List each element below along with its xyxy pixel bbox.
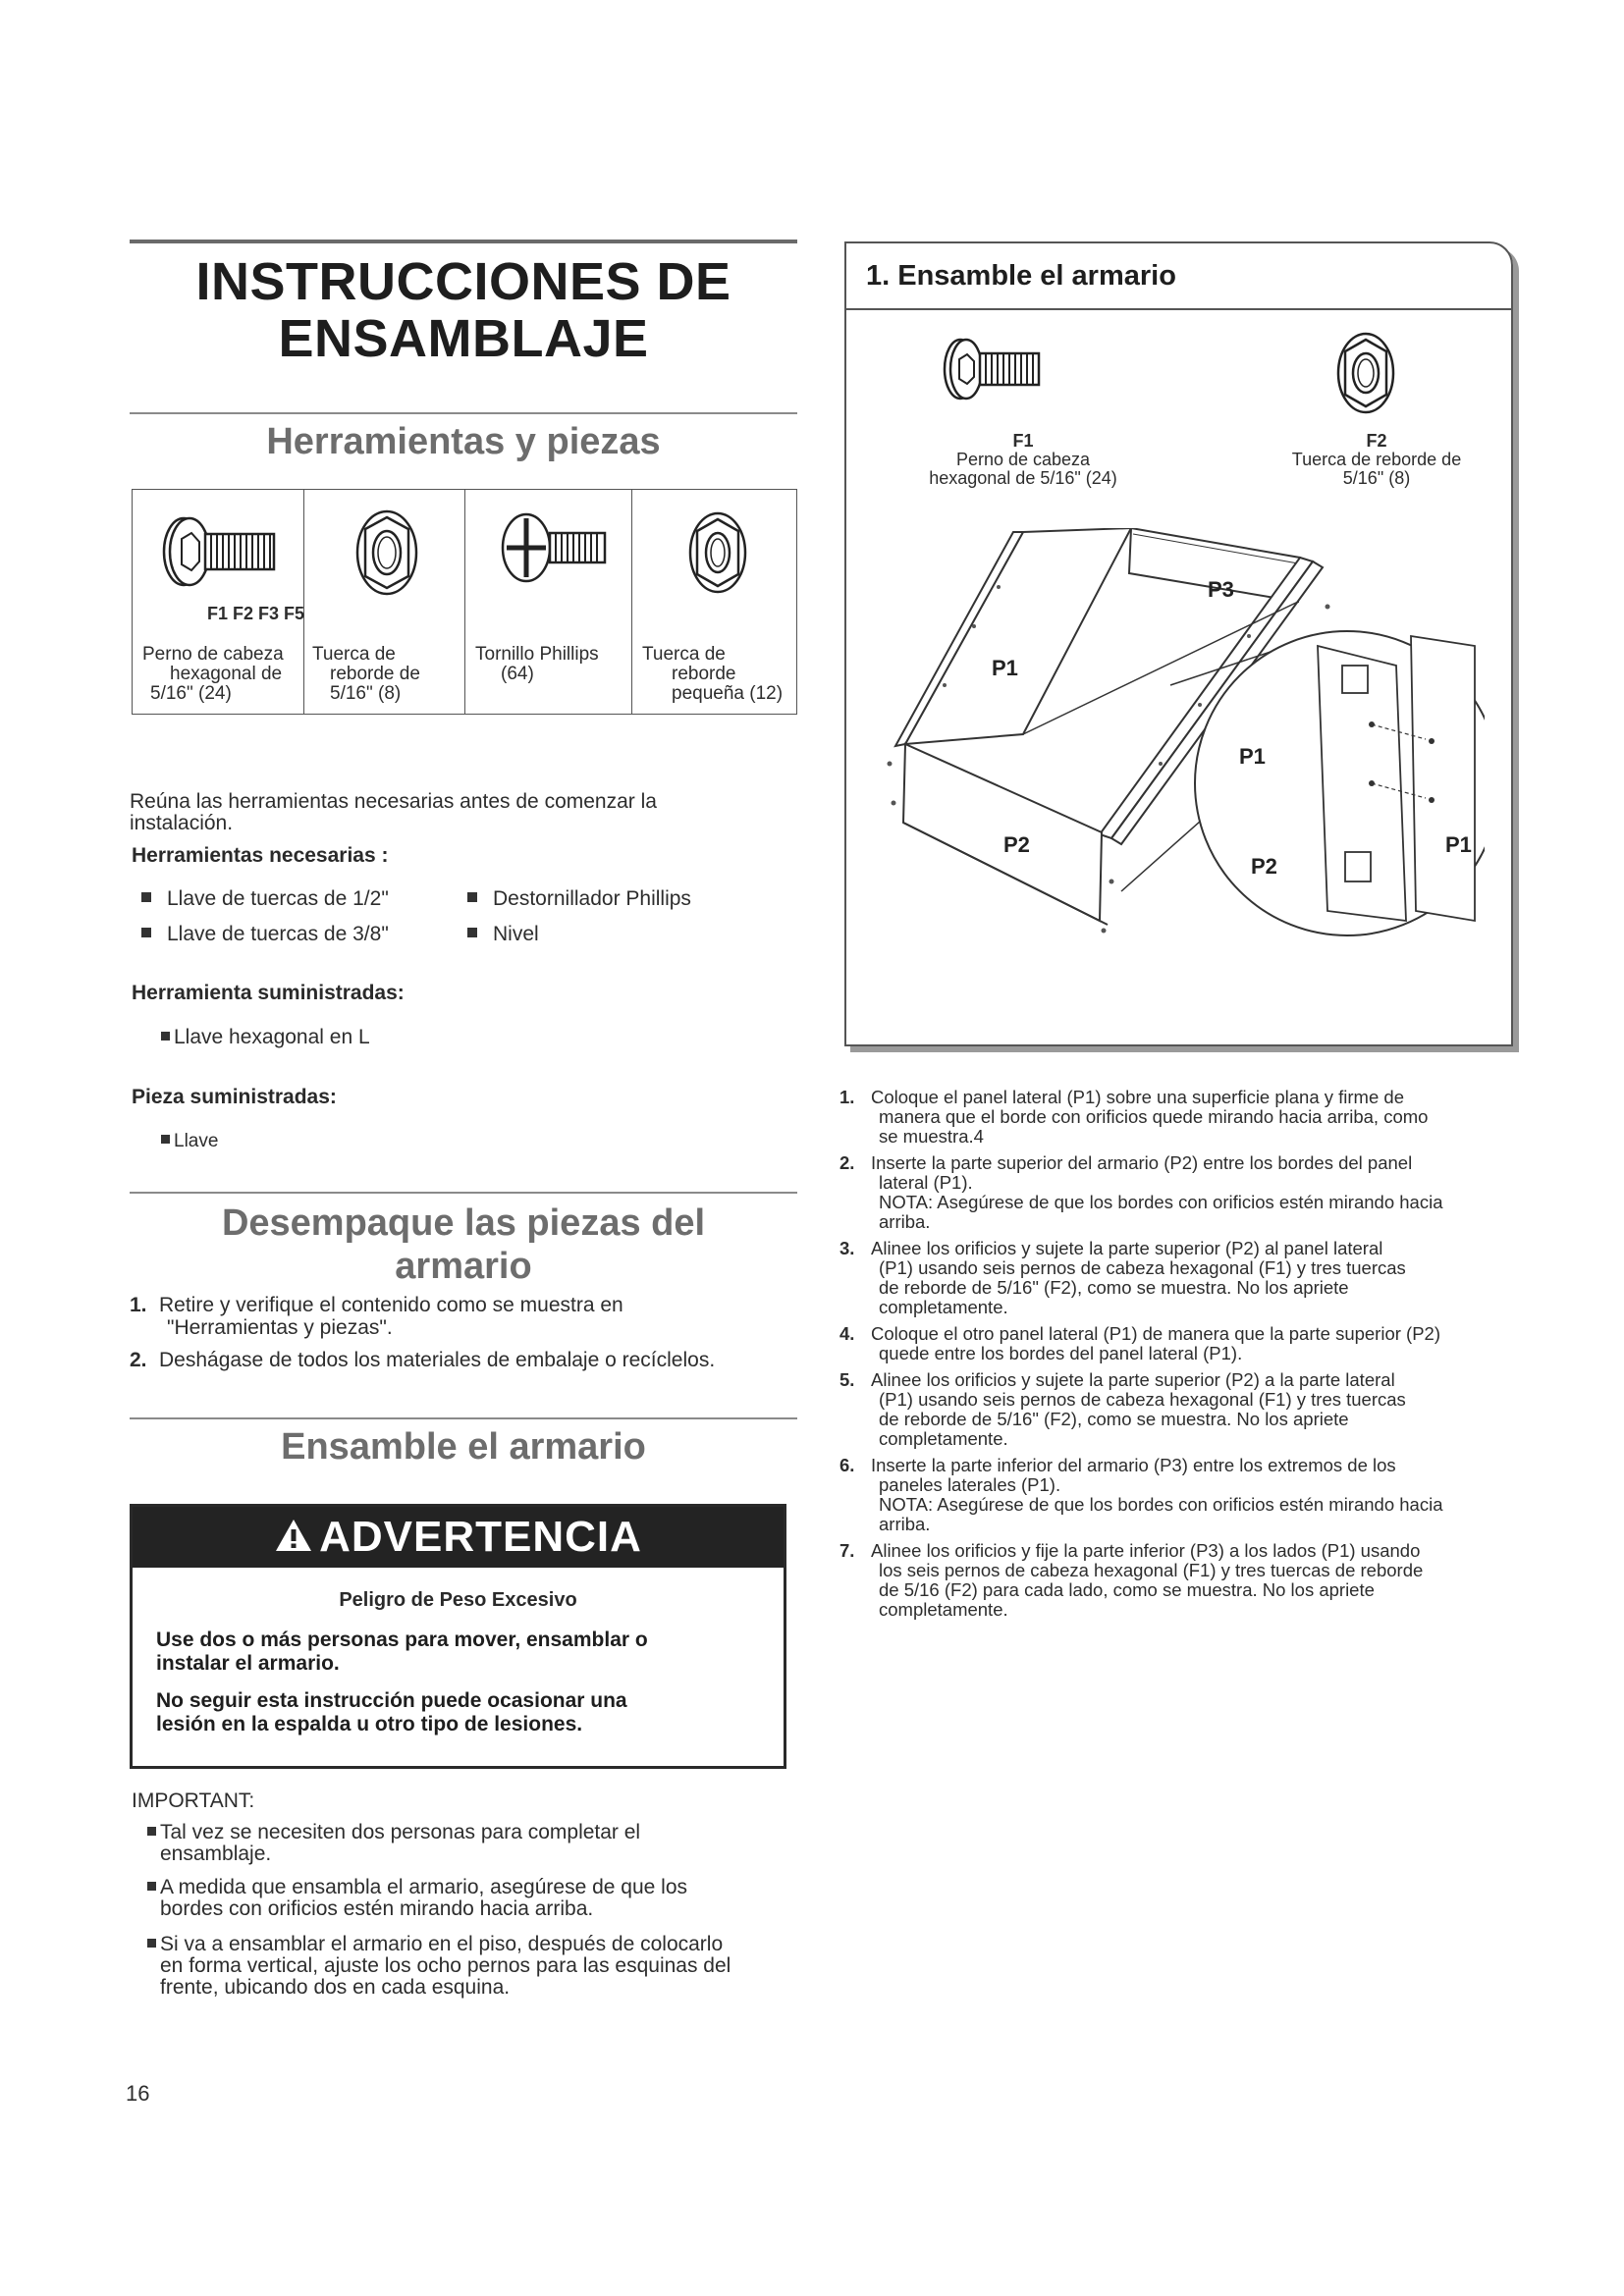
unpack-step: 1. Retire y verifique el contenido como se muestra en "Herramientas y piezas". bbox=[130, 1294, 623, 1339]
bullet-icon bbox=[161, 1032, 170, 1041]
flange-nut-icon bbox=[350, 502, 424, 600]
warning-header: ADVERTENCIA bbox=[133, 1507, 784, 1568]
assembly-step: 3. Alinee los orificios y sujete la parte superior (P2) al panel lateral (P1) usando seis pernos de cabeza hexagonal (F1) y tres tuercas de reborde de 5/16" (F2), como se muestra. No los apriete completamente. bbox=[839, 1238, 1406, 1317]
small-flange-nut-icon bbox=[683, 504, 752, 598]
supplied-part-item: Llave bbox=[161, 1131, 218, 1152]
hex-bolt-icon bbox=[156, 507, 284, 596]
assembly-step: 4. Coloque el otro panel lateral (P1) de manera que la parte superior (P2) quede entre los bordes del panel lateral (P1). bbox=[839, 1323, 1440, 1363]
part-cell-small-flange-nut bbox=[632, 490, 798, 714]
assembly-step: 6. Inserte la parte inferior del armario (P3) entre los extremos de los paneles laterales (P1). NOTA: Asegúrese de que los bordes con orificios estén mirando hacia arriba. bbox=[839, 1455, 1443, 1534]
unpack-section-rule bbox=[130, 1192, 797, 1194]
parts-label: F1 F2 F3 F5 bbox=[207, 604, 305, 623]
figure-panel bbox=[844, 241, 1513, 1046]
tool-item: Llave de tuercas de 1/2" bbox=[141, 888, 389, 910]
part-caption: Tuerca de reborde pequeña (12) bbox=[642, 644, 784, 704]
tools-intro: Reúna las herramientas necesarias antes de comenzar la instalación. bbox=[130, 790, 657, 834]
page-title: INSTRUCCIONES DE ENSAMBLAJE bbox=[195, 252, 731, 368]
assembly-step: 1. Coloque el panel lateral (P1) sobre una superficie plana y firme de manera que el borde con orificios quede mirando hacia arriba, como se muestra.4 bbox=[839, 1087, 1429, 1147]
tools-section-rule bbox=[130, 412, 797, 414]
label-p2: P2 bbox=[1003, 832, 1030, 857]
tool-item: Nivel bbox=[467, 924, 539, 945]
assemble-section-rule bbox=[130, 1417, 797, 1419]
tools-needed-label: Herramientas necesarias : bbox=[132, 844, 389, 867]
supplied-parts-label: Pieza suministradas: bbox=[132, 1086, 337, 1108]
part-caption: Tornillo Phillips (64) bbox=[475, 644, 599, 684]
bullet-icon bbox=[141, 928, 151, 937]
bullet-icon bbox=[467, 892, 477, 902]
tools-parts-heading: Herramientas y piezas bbox=[266, 421, 661, 462]
label-p3: P3 bbox=[1208, 577, 1234, 602]
title-top-rule bbox=[130, 240, 797, 243]
part-cell-phillips-screw bbox=[465, 490, 632, 714]
bullet-icon bbox=[161, 1135, 170, 1144]
label-p1-zoom: P1 bbox=[1445, 832, 1472, 857]
bullet-icon bbox=[147, 1939, 156, 1948]
hex-bolt-icon bbox=[937, 330, 1045, 408]
important-item: Tal vez se necesiten dos personas para completar el ensamblaje. bbox=[147, 1822, 795, 1865]
important-label: IMPORTANT: bbox=[132, 1789, 255, 1812]
cabinet-assembly-illustration bbox=[876, 528, 1485, 1039]
bullet-icon bbox=[147, 1827, 156, 1836]
supplied-tools-label: Herramienta suministradas: bbox=[132, 982, 405, 1004]
supplied-tool-item: Llave hexagonal en L bbox=[161, 1027, 370, 1048]
phillips-screw-icon bbox=[493, 504, 611, 592]
important-item: A medida que ensambla el armario, asegúrese de que los bordes con orificios estén mirando hacia arriba. bbox=[147, 1877, 795, 1920]
part-caption: Tuerca de reborde de 5/16" (8) bbox=[312, 644, 420, 704]
label-p1-right: P1 bbox=[1239, 744, 1266, 769]
part-cell-flange-nut bbox=[304, 490, 465, 714]
bullet-icon bbox=[141, 892, 151, 902]
unpack-steps bbox=[130, 1294, 807, 1381]
figure-heading: 1. Ensamble el armario bbox=[846, 243, 1511, 310]
f2-caption: F2 Tuerca de reborde de 5/16" (8) bbox=[1291, 431, 1462, 488]
label-p2-zoom: P2 bbox=[1251, 854, 1277, 879]
warning-subtitle: Peligro de Peso Excesivo bbox=[339, 1589, 577, 1611]
f1-caption: F1 Perno de cabeza hexagonal de 5/16" (24) bbox=[929, 431, 1117, 488]
page-number: 16 bbox=[126, 2081, 150, 2106]
tool-item: Llave de tuercas de 3/8" bbox=[141, 924, 389, 945]
parts-table bbox=[132, 489, 797, 715]
warning-triangle-icon bbox=[274, 1518, 313, 1553]
warning-text-2: No seguir esta instrucción puede ocasionar una lesión en la espalda u otro tipo de lesiones. bbox=[156, 1689, 627, 1735]
unpack-heading: Desempaque las piezas del armario bbox=[221, 1202, 706, 1287]
assembly-step: 5. Alinee los orificios y sujete la parte superior (P2) a la parte lateral (P1) usando seis pernos de cabeza hexagonal (F1) y tres tuercas de reborde de 5/16" (F2), como se muestra. No los apriete completamente. bbox=[839, 1369, 1406, 1449]
part-caption: Perno de cabeza hexagonal de 5/16" (24) bbox=[142, 644, 284, 704]
bullet-icon bbox=[147, 1882, 156, 1891]
warning-box bbox=[130, 1504, 786, 1769]
label-p1-left: P1 bbox=[992, 656, 1018, 680]
assembly-step: 2. Inserte la parte superior del armario (P2) entre los bordes del panel lateral (P1). NOTA: Asegúrese de que los bordes con orificios estén mirando hacia arriba. bbox=[839, 1152, 1443, 1232]
flange-nut-icon bbox=[1331, 326, 1400, 418]
tool-item: Destornillador Phillips bbox=[467, 888, 691, 910]
assembly-steps bbox=[839, 1088, 1517, 1627]
bullet-icon bbox=[467, 928, 477, 937]
assembly-step: 7. Alinee los orificios y fije la parte inferior (P3) a los lados (P1) usando los seis pernos de cabeza hexagonal (F1) y tres tuercas de reborde de 5/16 (F2) para cada lado, como se muestra. No los apriete completamente. bbox=[839, 1540, 1424, 1620]
part-cell-hex-bolt bbox=[133, 490, 304, 714]
important-item: Si va a ensamblar el armario en el piso, después de colocarlo en forma vertical, ajuste los ocho pernos para las esquinas del frente, ubicando dos en cada esquina. bbox=[147, 1934, 805, 1999]
unpack-step: 2. Deshágase de todos los materiales de embalaje o recíclelos. bbox=[130, 1349, 716, 1371]
warning-text-1: Use dos o más personas para mover, ensamblar o instalar el armario. bbox=[156, 1629, 648, 1675]
assemble-heading: Ensamble el armario bbox=[281, 1426, 646, 1468]
